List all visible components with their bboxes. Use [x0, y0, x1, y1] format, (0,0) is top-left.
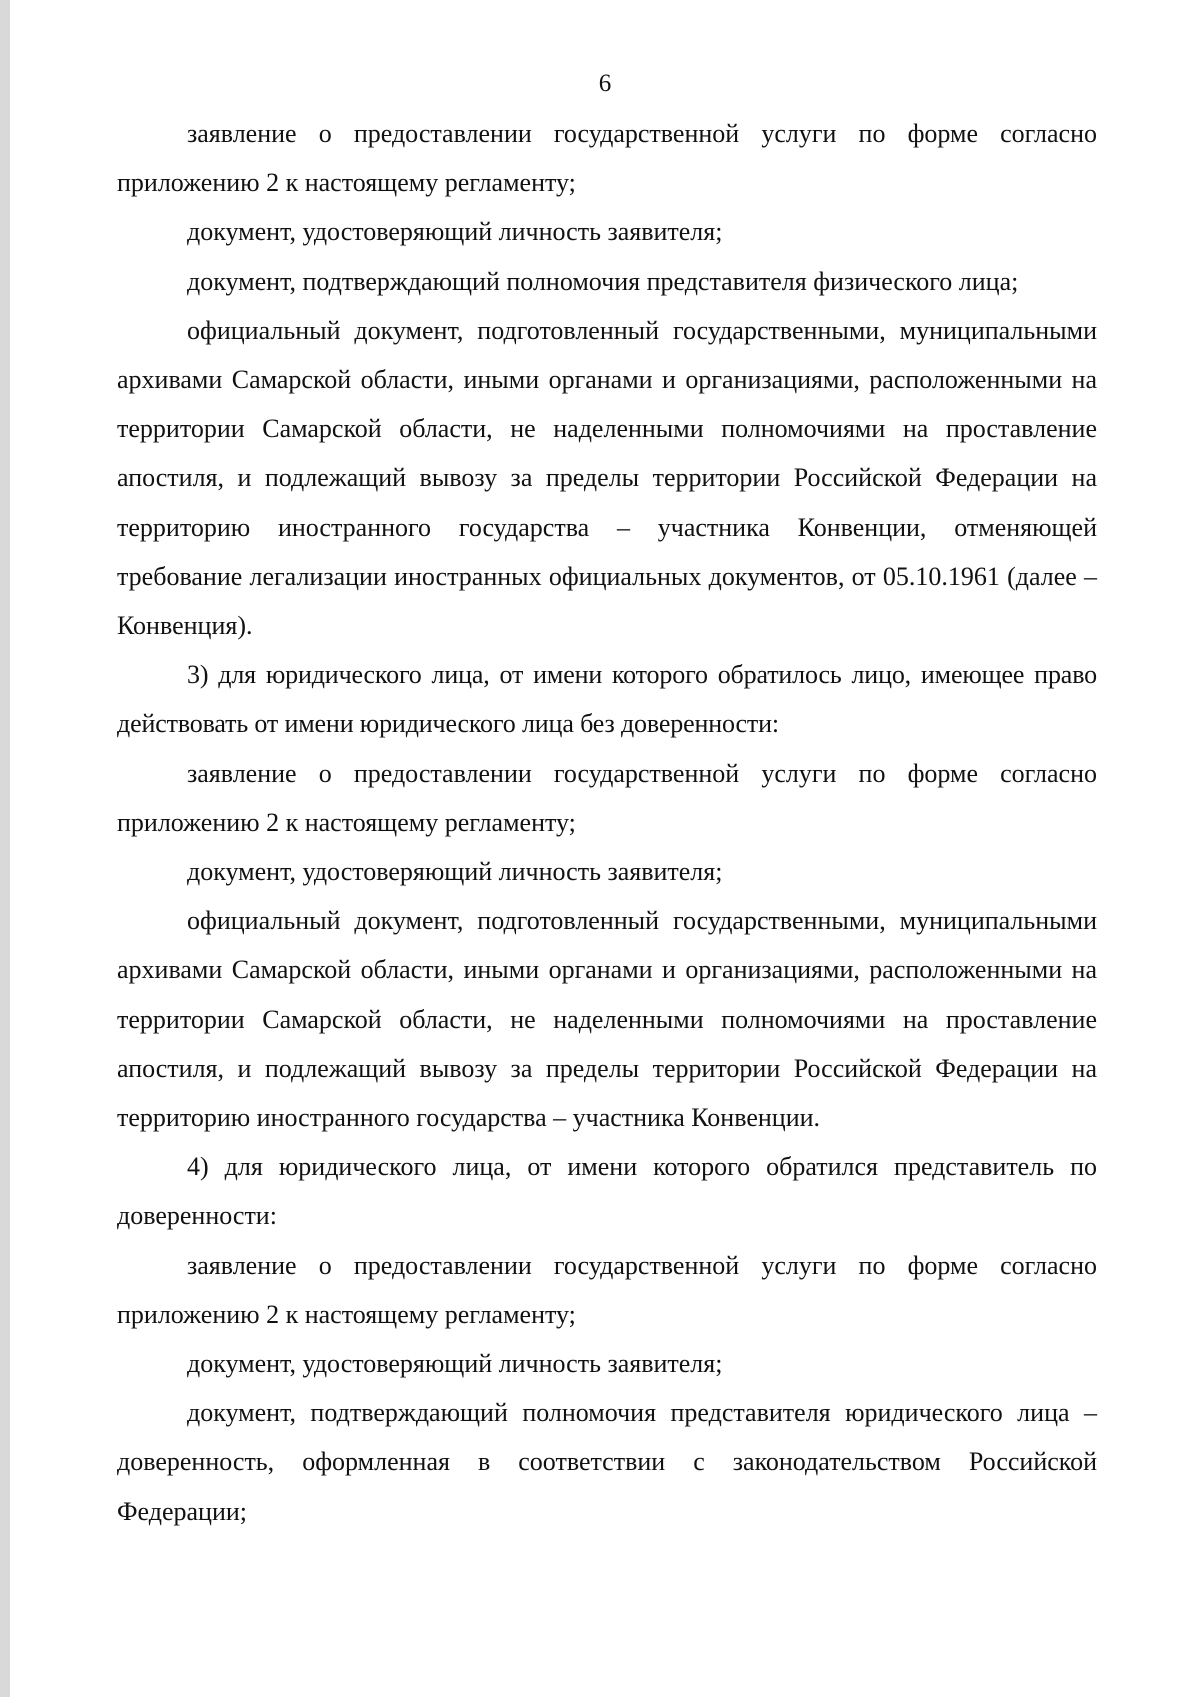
paragraph-representative-authority: документ, подтверждающий полномочия представителя физического лица;	[187, 266, 1019, 296]
document-page	[10, 0, 1200, 1697]
document-body	[117, 109, 1097, 1536]
paragraph-identity-document: документ, удостоверяющий личность заявителя;	[187, 217, 723, 247]
page-number: 6	[598, 70, 612, 97]
paragraph-official-document: официальный документ, подготовленный государственными, муниципальными архивами Самарской области, иными органами и организациями, расположенными на территории Самарской области, не наделенными полномочиями на проставление апостиля, и подлежащий вывозу за пределы территории Российской Федерации на территорию иностранного государства – участника Конвенции, отменяющей требование легализации иностранных официальных документов, от 05.10.1961 (далее – Конвенция).	[117, 315, 1097, 641]
paragraph-application-form: заявление о предоставлении государственной услуги по форме согласно приложению 2 к настоящему регламенту;	[117, 758, 1097, 837]
paragraph-item-3: 3) для юридического лица, от имени которого обратилось лицо, имеющее право действовать от имени юридического лица без доверенности:	[117, 660, 1097, 739]
paragraph-power-of-attorney: документ, подтверждающий полномочия представителя юридического лица – доверенность, оформленная в соответствии с законодательством Российской Федерации;	[117, 1398, 1097, 1526]
paragraph-application-form: заявление о предоставлении государственной услуги по форме согласно приложению 2 к настоящему регламенту;	[117, 119, 1097, 198]
paragraph-application-form: заявление о предоставлении государственной услуги по форме согласно приложению 2 к настоящему регламенту;	[117, 1250, 1097, 1329]
paragraph-identity-document: документ, удостоверяющий личность заявителя;	[187, 1349, 723, 1379]
paragraph-identity-document: документ, удостоверяющий личность заявителя;	[187, 857, 723, 887]
paragraph-official-document: официальный документ, подготовленный государственными, муниципальными архивами Самарской области, иными органами и организациями, расположенными на территории Самарской области, не наделенными полномочиями на проставление апостиля, и подлежащий вывозу за пределы территории Российской Федерации на территорию иностранного государства – участника Конвенции.	[117, 906, 1097, 1133]
paragraph-item-4: 4) для юридического лица, от имени которого обратился представитель по доверенности:	[117, 1152, 1097, 1231]
